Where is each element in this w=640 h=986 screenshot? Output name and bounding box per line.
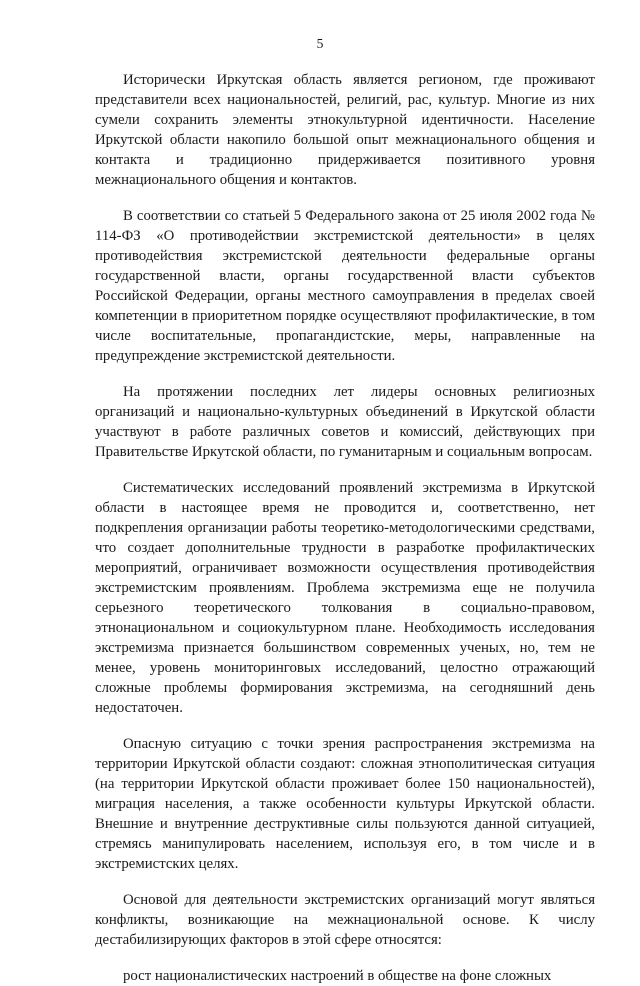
page-number: 5 (316, 36, 324, 51)
paragraph-destabilizing-factors: Основой для деятельности экстремистских организаций могут являться конфликты, возникающие на межнациональной основе. К числу дестабилизирующих факторов в этой сфере относятся: (95, 892, 595, 948)
paragraph-research: Систематических исследований проявлений экстремизма в Иркутской области в настоящее время не проводится и, соответственно, нет подкрепления организации работы теоретико-методологическими средствами, что создает дополнительные трудности в разработке профилактических мероприятий, ограничивает возможности осуществления противодействия экстремистским проявлениям. Проблема экстремизма еще не получила серьезного теоретического толкования в социально-правовом, этнонациональном и социокультурном плане. Необходимость исследования экстремизма признается большинством современных ученых, но, тем не менее, уровень мониторинговых исследований, целостно отражающий сложные проблемы формирования экстремизма, на сегодняшний день недостаточен. (95, 480, 595, 716)
paragraph-religious-leaders: На протяжении последних лет лидеры основных религиозных организаций и национально-культурных объединений в Иркутской области участвуют в работе различных советов и комиссий, действующих при Правительстве Иркутской области, по гуманитарным и социальным вопросам. (95, 384, 595, 460)
paragraph-nationalism: рост националистических настроений в обществе на фоне сложных (123, 968, 552, 984)
paragraph-federal-law: В соответствии со статьей 5 Федерального закона от 25 июля 2002 года № 114-ФЗ «О противодействии экстремистской деятельности» в целях противодействия экстремистской деятельности федеральные органы государственной власти, органы государственной власти субъектов Российской Федерации, органы местного самоуправления в пределах своей компетенции в приоритетном порядке осуществляют профилактические, в том числе воспитательные, пропагандистские, меры, направленные на предупреждение экстремистской деятельности. (95, 208, 595, 364)
paragraph-dangerous-situation: Опасную ситуацию с точки зрения распространения экстремизма на территории Иркутской области создают: сложная этнополитическая ситуация (на территории Иркутской области проживает более 150 национальностей), миграция населения, а также особенности культуры Иркутской области. Внешние и внутренние деструктивные силы пользуются данной ситуацией, стремясь манипулировать населением, используя его, в том числе и в экстремистских целях. (95, 736, 595, 872)
paragraph-history: Исторически Иркутская область является регионом, где проживают представители всех национальностей, религий, рас, культур. Многие из них сумели сохранить элементы этнокультурной идентичности. Население Иркутской области накопило большой опыт межнационального общения и контакта и традиционно придерживается позитивного уровня межнационального общения и контактов. (95, 72, 595, 188)
document-body (95, 70, 595, 986)
